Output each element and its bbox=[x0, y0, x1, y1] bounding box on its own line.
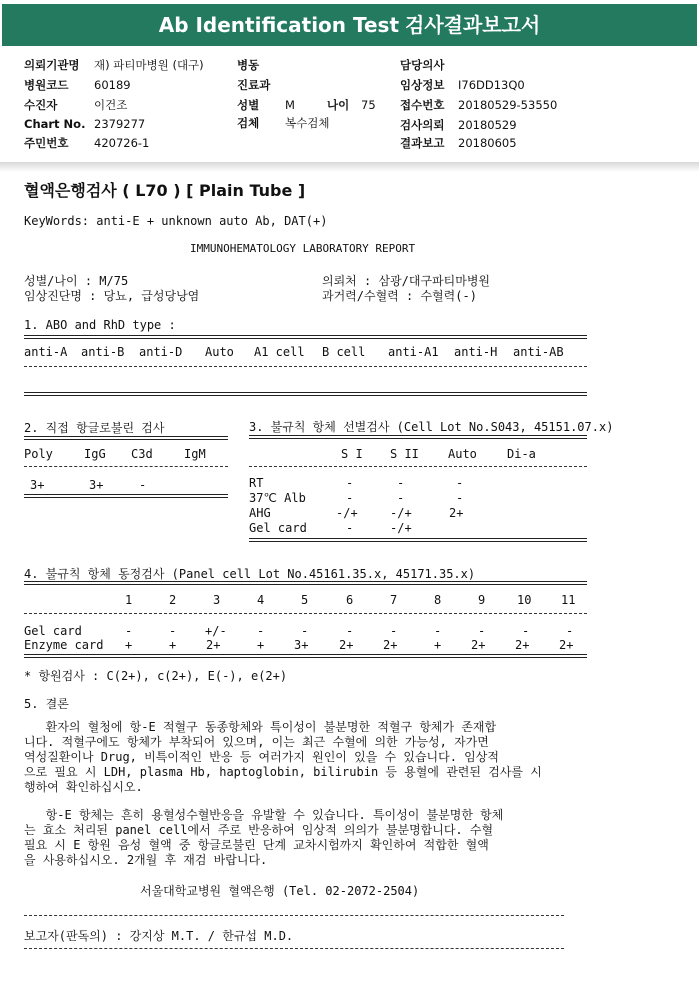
conclusion-line: 항-E 항체는 흔히 용혈성수혈반응을 유발할 수 있습니다. 특이성이 불분명한 항체 bbox=[24, 808, 504, 822]
dat-value: 3+ bbox=[89, 478, 104, 492]
dat-col: C3d bbox=[131, 447, 153, 461]
panel-cell: - bbox=[522, 624, 530, 638]
header-receipt-no: 접수번호 20180529-53550 bbox=[400, 98, 558, 112]
header-department: 진료과 bbox=[237, 78, 271, 92]
header-request-date: 검사의뢰 20180529 bbox=[400, 118, 517, 132]
header-resident-no: 주민번호 420726-1 bbox=[24, 136, 150, 150]
panel-cell: - bbox=[390, 624, 398, 638]
section3-heading: 3. 불규칙 항체 선별검사 (Cell Lot No.S043, 45151.07.x) bbox=[249, 420, 614, 434]
section3-rule-mid bbox=[249, 466, 587, 467]
banner-title-kr: 검사결과보고서 bbox=[405, 13, 541, 37]
section1-rule-top bbox=[24, 335, 587, 339]
dat-col: Poly bbox=[24, 447, 53, 461]
panel-cell: - bbox=[566, 624, 574, 638]
abo-col: anti-AB bbox=[513, 345, 564, 359]
panel-cell: - bbox=[301, 624, 309, 638]
panel-cell: + bbox=[257, 638, 265, 652]
lab-report-title: IMMUNOHEMATOLOGY LABORATORY REPORT bbox=[190, 242, 416, 255]
screen-row-label: RT bbox=[249, 476, 264, 490]
screen-cell: - bbox=[397, 476, 405, 490]
panel-cell: - bbox=[478, 624, 486, 638]
section2-rule-bottom bbox=[24, 494, 228, 498]
screen-cell: -/+ bbox=[390, 521, 412, 535]
screen-row-label: AHG bbox=[249, 506, 271, 520]
section1-heading: 1. ABO and RhD type : bbox=[24, 318, 176, 332]
screen-col: S II bbox=[390, 447, 419, 461]
header-age: 나이 75 bbox=[327, 98, 376, 112]
panel-cell: + bbox=[125, 638, 133, 652]
panel-col: 3 bbox=[213, 593, 221, 607]
dat-col: IgM bbox=[184, 447, 206, 461]
conclusion-line: 역성질환이나 Drug, 비특이적인 반응 등 여러가지 원인이 있을 수 있습니다. 임상적 bbox=[24, 750, 499, 764]
panel-col: 11 bbox=[561, 593, 576, 607]
section1-rule-bottom bbox=[24, 392, 587, 396]
section4-rule-top bbox=[24, 581, 587, 585]
header-sex: 성별 M bbox=[237, 98, 295, 112]
keywords: KeyWords: anti-E + unknown auto Ab, DAT(+) bbox=[24, 214, 328, 228]
abo-col: anti-H bbox=[454, 345, 498, 359]
panel-cell: - bbox=[257, 624, 265, 638]
abo-col: anti-A bbox=[24, 345, 68, 359]
section4-rule-bottom bbox=[24, 654, 587, 658]
transfusion-history: 과거력/수혈력 : 수혈력(-) bbox=[322, 289, 477, 303]
abo-col: Auto bbox=[205, 345, 234, 359]
header-clinical-info: 임상정보 I76DD13Q0 bbox=[400, 78, 525, 92]
header-specimen: 검체 복수검체 bbox=[237, 116, 330, 130]
panel-cell: - bbox=[346, 624, 354, 638]
conclusion-line: 으로 필요 시 LDH, plasma Hb, haptoglobin, bilirubin 등 용혈에 관련된 검사를 시 bbox=[24, 765, 542, 779]
panel-cell: - bbox=[125, 624, 133, 638]
panel-cell: 2+ bbox=[339, 638, 354, 652]
requesting-client: 의뢰처 : 삼광/대구파티마병원 bbox=[322, 274, 491, 288]
panel-col: 8 bbox=[434, 593, 442, 607]
dat-value: 3+ bbox=[30, 478, 45, 492]
panel-col: 6 bbox=[346, 593, 354, 607]
panel-cell: - bbox=[434, 624, 442, 638]
screen-cell: - bbox=[346, 521, 354, 535]
screen-cell: 2+ bbox=[449, 506, 464, 520]
header-divider bbox=[0, 162, 699, 172]
dat-value: - bbox=[139, 478, 147, 492]
panel-col: 1 bbox=[125, 593, 133, 607]
section5-heading: 5. 결론 bbox=[24, 697, 69, 711]
panel-cell: 3+ bbox=[294, 638, 309, 652]
panel-cell: 2+ bbox=[515, 638, 530, 652]
header-hospital-code: 병원코드 60189 bbox=[24, 78, 131, 92]
reporter-signature: 보고자(판독의) : 강지상 M.T. / 한규섭 M.D. bbox=[24, 929, 294, 943]
section3-rule-bottom bbox=[249, 538, 587, 542]
conclusion-line: 는 효소 처리된 panel cell에서 주로 반응하여 임상적 의의가 불분명합니다. 수혈 bbox=[24, 823, 494, 837]
header-ward: 병동 bbox=[237, 58, 260, 72]
conclusion-line: 필요 시 E 항원 음성 혈액 중 항글로불린 단계 교차시험까지 확인하여 적합한 혈액 bbox=[24, 838, 489, 852]
panel-col: 2 bbox=[169, 593, 177, 607]
report-banner bbox=[2, 4, 697, 46]
panel-cell: 2+ bbox=[471, 638, 486, 652]
section3-rule-top bbox=[249, 435, 587, 439]
signature-rule-bottom bbox=[24, 948, 564, 949]
panel-col: 7 bbox=[390, 593, 398, 607]
panel-cell: + bbox=[169, 638, 177, 652]
dat-col: IgG bbox=[84, 447, 106, 461]
panel-col: 9 bbox=[478, 593, 486, 607]
screen-col: Di-a bbox=[507, 447, 536, 461]
abo-col: A1 cell bbox=[254, 345, 305, 359]
abo-col: B cell bbox=[322, 345, 366, 359]
section2-heading: 2. 직접 항글로불린 검사 bbox=[24, 421, 165, 435]
institution-contact: 서울대학교병원 혈액은행 (Tel. 02-2072-2504) bbox=[140, 884, 420, 898]
section2-rule-mid bbox=[24, 466, 228, 467]
report-title: 혈액은행검사 ( L70 ) [ Plain Tube ] bbox=[24, 181, 306, 200]
panel-cell: 2+ bbox=[206, 638, 221, 652]
header-report-date: 결과보고 20180605 bbox=[400, 136, 517, 150]
panel-cell: 2+ bbox=[559, 638, 574, 652]
section4-rule-mid bbox=[24, 613, 587, 614]
screen-cell: -/+ bbox=[390, 506, 412, 520]
conclusion-line: 환자의 혈청에 항-E 적혈구 동종항체와 특이성이 불분명한 적혈구 항체가 존재합 bbox=[24, 720, 497, 734]
panel-cell: 2+ bbox=[383, 638, 398, 652]
clinical-diagnosis: 임상진단명 : 당뇨, 급성당낭염 bbox=[24, 289, 200, 303]
screen-cell: - bbox=[456, 491, 464, 505]
section4-heading: 4. 불규칙 항체 동정검사 (Panel cell Lot No.45161.35.x, 45171.35.x) bbox=[24, 567, 476, 581]
panel-col: 5 bbox=[301, 593, 309, 607]
panel-cell: +/- bbox=[205, 624, 227, 638]
screen-cell: -/+ bbox=[336, 506, 358, 520]
abo-col: anti-D bbox=[139, 345, 183, 359]
screen-row-label: Gel card bbox=[249, 521, 307, 535]
screen-cell: - bbox=[397, 491, 405, 505]
panel-row-label: Gel card bbox=[24, 624, 82, 638]
signature-rule-top bbox=[24, 915, 564, 916]
screen-col: Auto bbox=[448, 447, 477, 461]
screen-cell: - bbox=[346, 476, 354, 490]
conclusion-line: 을 사용하십시오. 2개월 후 재검 바랍니다. bbox=[24, 853, 268, 867]
section1-rule-mid bbox=[24, 366, 587, 367]
antigen-test: * 항원검사 : C(2+), c(2+), E(-), e(2+) bbox=[24, 669, 288, 683]
abo-col: anti-A1 bbox=[388, 345, 439, 359]
header-chart-no: Chart No. 2379277 bbox=[24, 117, 146, 131]
conclusion-line: 니다. 적혈구에도 항체가 부착되어 있으며, 이는 최근 수혈에 의한 가능성, 자가면 bbox=[24, 735, 489, 749]
banner-title-en: Ab Identification Test bbox=[158, 13, 400, 37]
sex-age: 성별/나이 : M/75 bbox=[24, 274, 129, 288]
screen-cell: - bbox=[346, 491, 354, 505]
panel-cell: + bbox=[434, 638, 442, 652]
panel-col: 4 bbox=[257, 593, 265, 607]
header-doctor: 담당의사 bbox=[400, 58, 445, 72]
panel-cell: - bbox=[169, 624, 177, 638]
screen-cell: - bbox=[456, 476, 464, 490]
conclusion-line: 행하여 확인하십시오. bbox=[24, 780, 143, 794]
panel-row-label: Enzyme card bbox=[24, 638, 104, 652]
panel-col: 10 bbox=[517, 593, 532, 607]
header-institution: 의뢰기관명 재) 파티마병원 (대구) bbox=[24, 58, 204, 72]
header-patient: 수진자 이건조 bbox=[24, 98, 128, 112]
abo-col: anti-B bbox=[81, 345, 125, 359]
screen-col: S I bbox=[341, 447, 363, 461]
screen-row-label: 37℃ Alb bbox=[249, 491, 306, 505]
section2-rule-top bbox=[24, 436, 228, 440]
